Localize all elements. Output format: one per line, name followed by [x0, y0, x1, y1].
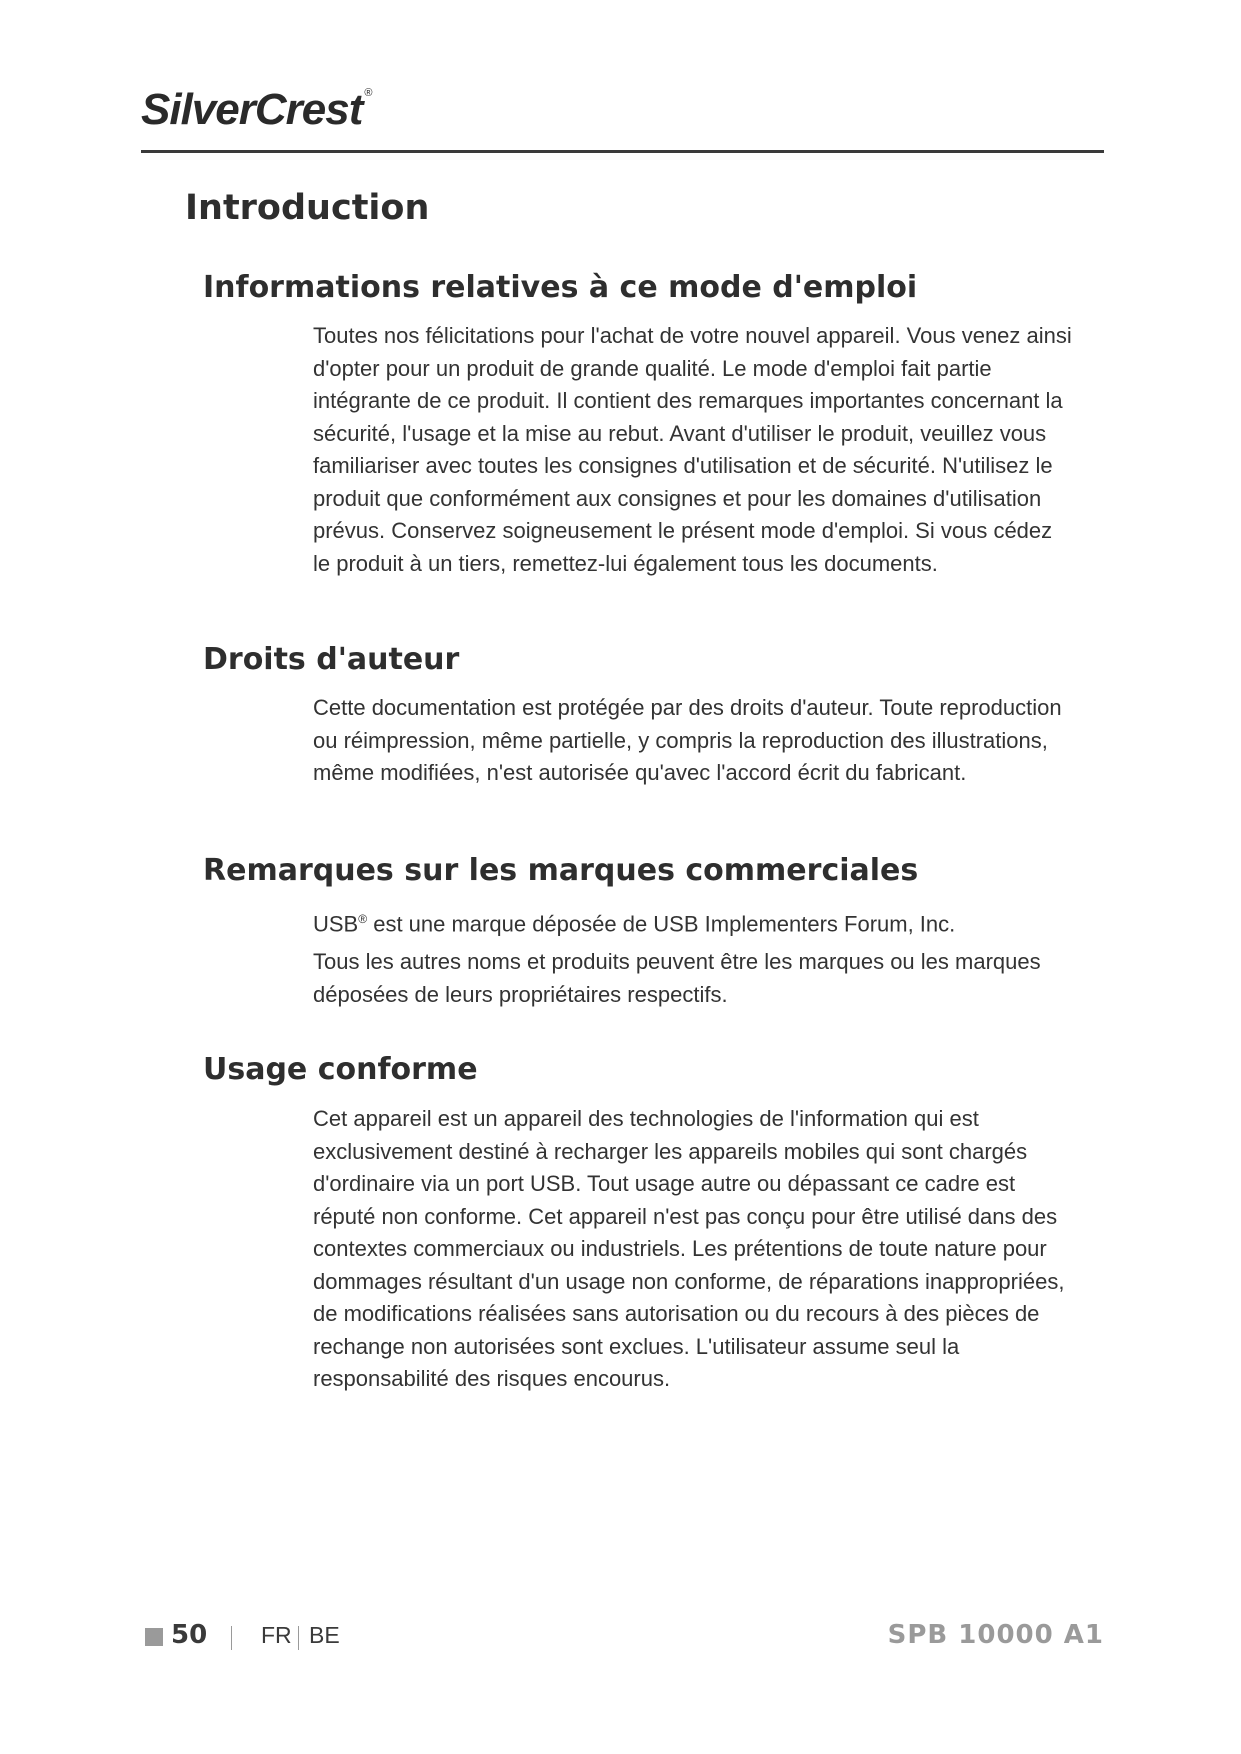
- footer-language-fr: FR: [261, 1622, 292, 1648]
- section-body-usage-conforme: Cet appareil est un appareil des technologies de l'information qui est exclusivement destiné à recharger les appareils mobiles qui sont chargés d'ordinaire via un port USB. Tout usage autre ou dépassant ce cadre est réputé non conforme. Cet appareil n'est pas conçu pour être utilisé dans des contextes commerciaux ou industriels. Les prétentions de toute nature pour dommages résultant d'un usage non conforme, de réparations inappropriées, de modifications réalisées sans autorisation ou du recours à des pièces de rechange non autorisées sont exclues. L'utilisateur assume seul la responsabilité des risques encourus.: [313, 1106, 1065, 1391]
- logo-registered-mark: ®: [364, 87, 372, 99]
- header-divider: [141, 150, 1104, 153]
- section-title-droits-auteur: Droits d'auteur: [203, 642, 460, 677]
- section-title-usage-conforme: Usage conforme: [203, 1052, 478, 1087]
- section-title-informations: Informations relatives à ce mode d'emploi: [203, 270, 918, 305]
- usb-word: USB: [313, 911, 359, 937]
- footer-square-icon: [145, 1628, 163, 1646]
- footer-separator: [231, 1626, 232, 1650]
- section-body-marques-autres: Tous les autres noms et produits peuvent être les marques ou les marques déposées de leurs propriétaires respectifs.: [313, 949, 1041, 1007]
- model-number: SPB 10000 A1: [887, 1620, 1104, 1650]
- footer-language-be: BE: [309, 1622, 340, 1648]
- section-body-marques-usb: [313, 903, 1073, 941]
- page-footer: [141, 1620, 1104, 1660]
- section-title-marques: Remarques sur les marques commerciales: [203, 853, 919, 888]
- page-title: Introduction: [185, 188, 430, 228]
- logo-text: SilverCrest: [141, 85, 363, 134]
- section-body-informations: Toutes nos félicitations pour l'achat de votre nouvel appareil. Vous venez ainsi d'opter pour un produit de grande qualité. Le mode d'emploi fait partie intégrante de ce produit. Il contient des remarques importantes concernant la sécurité, l'usage et la mise au rebut. Avant d'utiliser le produit, veuillez vous familiariser avec toutes les consignes d'utilisation et de sécurité. N'utilisez le produit que conformément aux consignes et pour les domaines d'utilisation prévus. Conservez soigneusement le présent mode d'emploi. Si vous cédez le produit à un tiers, remettez-lui également tous les documents.: [313, 323, 1072, 576]
- footer-separator: [298, 1626, 299, 1650]
- usb-statement: est une marque déposée de USB Implementers Forum, Inc.: [367, 911, 956, 937]
- usb-registered-mark: ®: [358, 912, 368, 926]
- brand-logo: [141, 85, 372, 134]
- page-number: 50: [171, 1620, 208, 1650]
- section-body-droits-auteur: Cette documentation est protégée par des droits d'auteur. Toute reproduction ou réimpression, même partielle, y compris la reproduction des illustrations, même modifiées, n'est autorisée qu'avec l'accord écrit du fabricant.: [313, 695, 1062, 785]
